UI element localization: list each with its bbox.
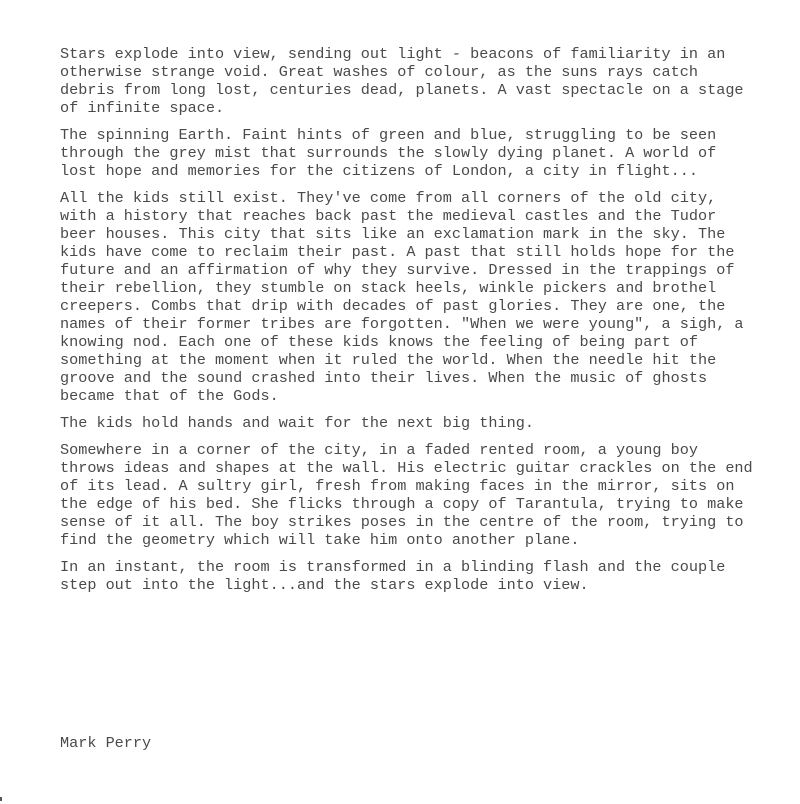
paragraph-1: Stars explode into view, sending out light - beacons of familiarity in an otherwise strange void. Great washes of colour, as the suns rays catch debris from long lost, centuries dead, planets. A vast spectacle on a stage of infinite space.: [60, 45, 744, 117]
paragraph-3: All the kids still exist. They've come from all corners of the old city, with a history that reaches back past the medieval castles and the Tudor beer houses. This city that sits like an exclamation mark in the sky. The kids have come to reclaim their past. A past that still holds hope for the future and an affirmation of why they survive. Dressed in the trappings of their rebellion, they stumble on stack heels, winkle pickers and brothel creepers. Combs that drip with decades of past glories. They are one, the names of their former tribes are forgotten. "When we were young", a sigh, a knowing nod. Each one of these kids knows the feeling of being part of something at the moment when it ruled the world. When the needle hit the groove and the sound crashed into their lives. When the music of ghosts became that of the Gods.: [60, 189, 744, 405]
document-body: [60, 45, 760, 603]
paragraph-6: In an instant, the room is transformed in a blinding flash and the couple step out into the light...and the stars explode into view.: [60, 558, 726, 594]
paragraph-5: Somewhere in a corner of the city, in a faded rented room, a young boy throws ideas and shapes at the wall. His electric guitar crackles on the end of its lead. A sultry girl, fresh from making faces in the mirror, sits on the edge of his bed. She flicks through a copy of Tarantula, trying to make sense of it all. The boy strikes poses in the centre of the room, trying to find the geometry which will take him onto another plane.: [60, 441, 753, 549]
page-edge-mark: [0, 797, 2, 801]
author-signature: Mark Perry: [60, 734, 152, 752]
paragraph-2: The spinning Earth. Faint hints of green and blue, struggling to be seen through the grey mist that surrounds the slowly dying planet. A world of lost hope and memories for the citizens of London, a city in flight...: [60, 126, 717, 180]
paragraph-4: The kids hold hands and wait for the next big thing.: [60, 414, 534, 432]
